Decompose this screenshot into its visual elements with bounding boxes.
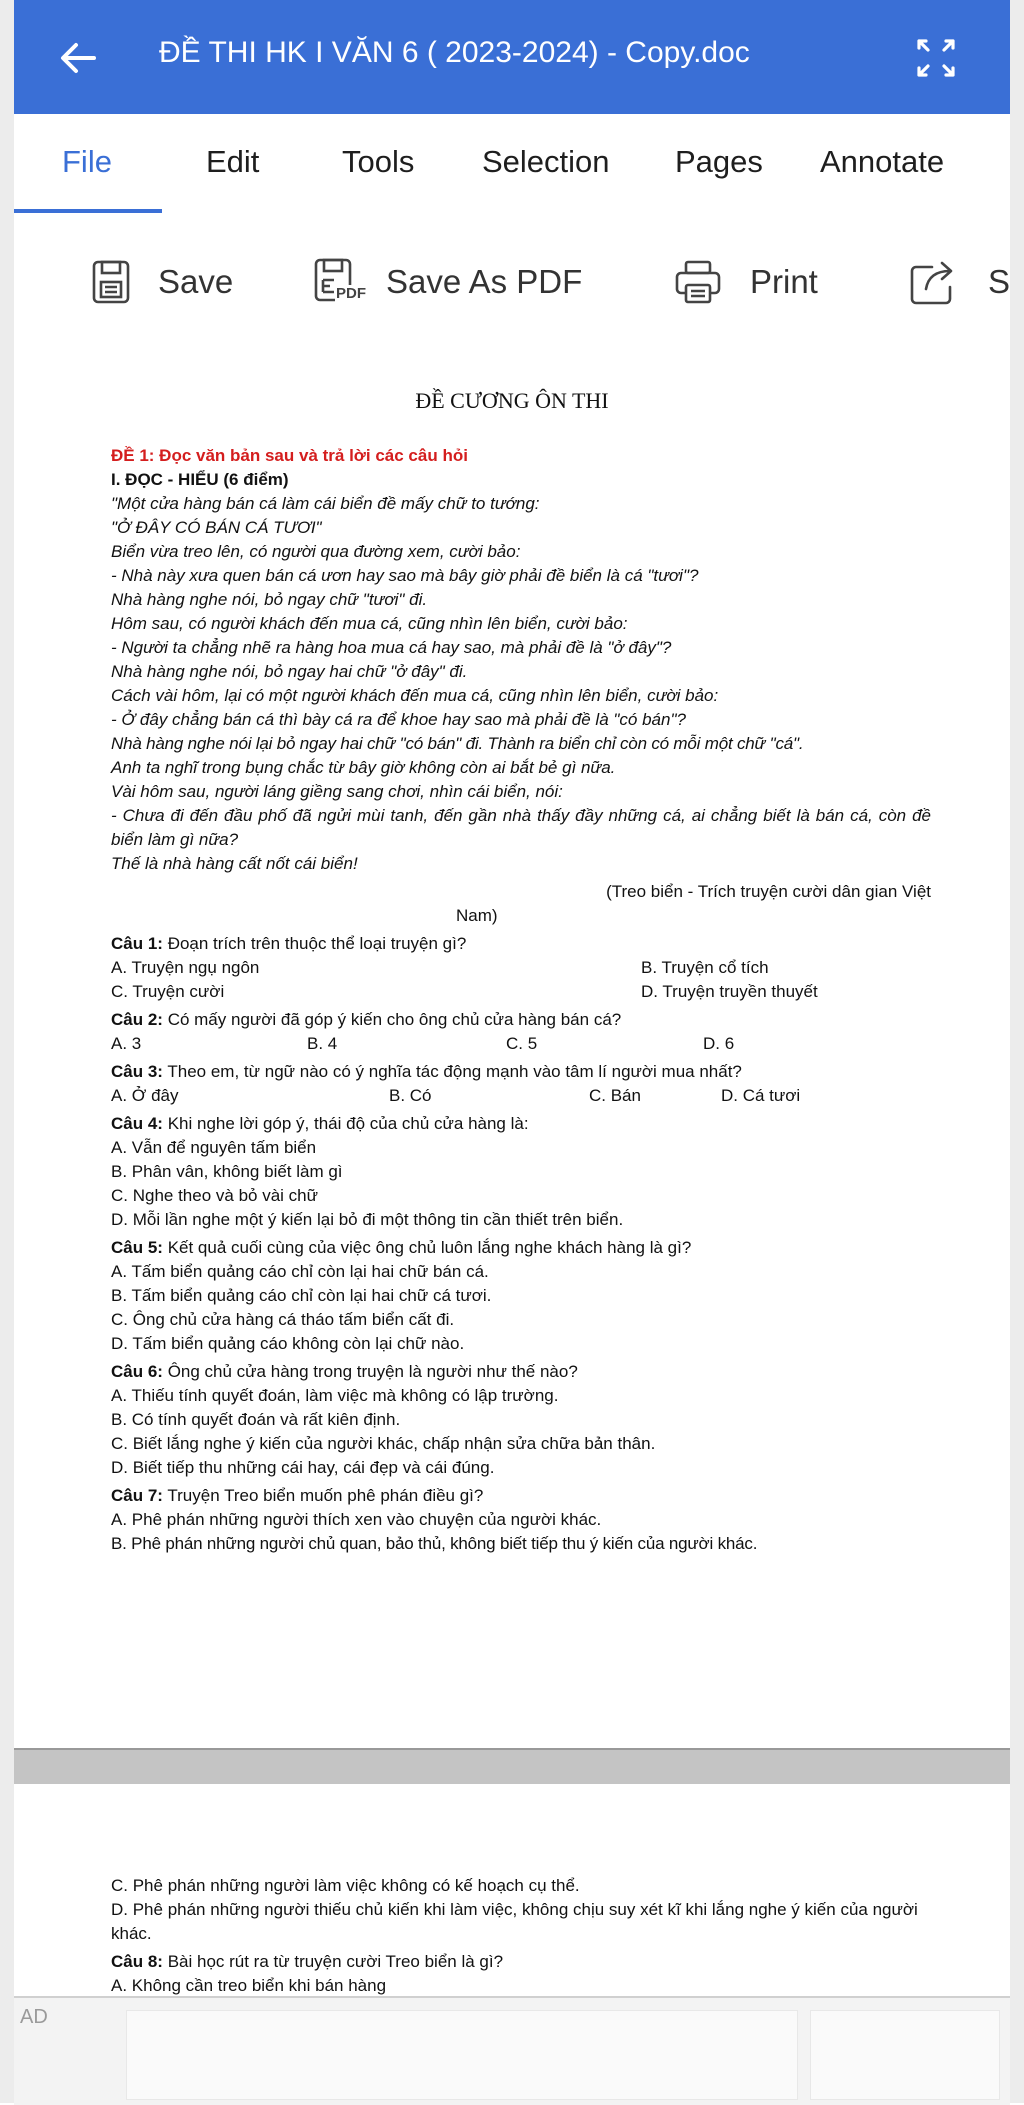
document-title: ĐỀ THI HK I VĂN 6 ( 2023-2024) - Copy.doc <box>159 36 750 69</box>
tab-file[interactable]: File <box>62 144 112 179</box>
answer-option: C. 5 <box>506 1034 538 1053</box>
answer-option: D. Truyện truyền thuyết <box>641 982 818 1001</box>
answer-option: C. Ông chủ cửa hàng cá tháo tấm biển cất đi. <box>111 1310 455 1329</box>
ad-label: AD <box>20 2006 48 2028</box>
story-line: Biển vừa treo lên, có người qua đường xem, cười bảo: <box>111 542 521 561</box>
share-icon <box>908 257 958 307</box>
tab-edit[interactable]: Edit <box>206 144 260 179</box>
question-text: Truyện Treo biển muốn phê phán điều gì? <box>162 1486 484 1505</box>
source-line: (Treo biển - Trích truyện cười dân gian Việt <box>606 882 931 901</box>
section-heading: I. ĐỌC - HIỂU (6 điểm) <box>111 470 289 489</box>
save-as-pdf-label: Save As PDF <box>386 263 583 300</box>
save-pdf-icon <box>314 256 372 308</box>
question-label: Câu 5: <box>111 1238 163 1257</box>
answer-option: B. Phân vân, không biết làm gì <box>111 1162 343 1181</box>
answer-option: A. Truyện ngụ ngôn <box>111 958 260 977</box>
story-text <box>111 492 931 876</box>
answer-option: A. Ở đây <box>111 1086 179 1105</box>
doc-content <box>111 444 931 1556</box>
question-text: Khi nghe lời góp ý, thái độ của chủ cửa hàng là: <box>162 1114 529 1133</box>
question-text: Bài học rút ra từ truyện cười Treo biển là gì? <box>162 1952 504 1971</box>
answer-option: B. 4 <box>307 1034 338 1053</box>
save-as-pdf-button[interactable] <box>314 256 582 308</box>
back-arrow-icon[interactable] <box>54 34 102 82</box>
story-line: "Một cửa hàng bán cá làm cái biển đề mấy chữ to tướng: <box>111 494 540 513</box>
question-6 <box>111 1360 931 1384</box>
question-text: Ông chủ cửa hàng trong truyện là người như thế nào? <box>162 1362 578 1381</box>
answer-option: B. Tấm biển quảng cáo chỉ còn lại hai chữ cá tươi. <box>111 1286 492 1305</box>
answer-option: C. Bán <box>589 1086 641 1105</box>
print-label: Print <box>750 263 818 300</box>
question-5 <box>111 1236 931 1260</box>
question-7 <box>111 1484 931 1508</box>
question-label: Câu 8: <box>111 1952 163 1971</box>
active-tab-indicator <box>14 209 162 213</box>
menu-bar <box>14 114 1010 214</box>
answer-option: D. Biết tiếp thu những cái hay, cái đẹp và cái đúng. <box>111 1458 495 1477</box>
story-line: - Người ta chẳng nhẽ ra hàng hoa mua cá hay sao, mà phải đề là "ở đây"? <box>111 638 672 657</box>
question-text: Có mấy người đã góp ý kiến cho ông chủ cửa hàng bán cá? <box>162 1010 622 1029</box>
story-line: Anh ta nghĩ trong bụng chắc từ bây giờ không còn ai bắt bẻ gì nữa. <box>111 758 616 777</box>
answer-option: B. Có <box>389 1086 432 1105</box>
ad-slot-side[interactable] <box>810 2010 1000 2100</box>
pdf-badge: PDF <box>336 285 366 302</box>
page-separator <box>14 1748 1010 1786</box>
answer-row <box>111 956 931 980</box>
answer-option: D. 6 <box>703 1034 735 1053</box>
question-label: Câu 1: <box>111 934 163 953</box>
question-3 <box>111 1060 931 1084</box>
ad-banner <box>14 1996 1010 2105</box>
tab-pages[interactable]: Pages <box>675 144 763 179</box>
exam-heading: ĐỀ 1: Đọc văn bản sau và trả lời các câu hỏi <box>111 446 468 465</box>
answer-row <box>111 980 931 1004</box>
story-line: "Ở ĐÂY CÓ BÁN CÁ TƯƠI" <box>111 518 322 537</box>
story-line: - Nhà này xưa quen bán cá ươn hay sao mà bây giờ phải đề biển là cá "tươi"? <box>111 566 699 585</box>
question-8 <box>111 1950 931 1974</box>
doc-title: ĐỀ CƯƠNG ÔN THI <box>415 388 609 413</box>
document-page-2 <box>14 1784 1010 1995</box>
ad-slot-main[interactable] <box>126 2010 798 2100</box>
answer-row <box>111 1032 931 1056</box>
answer-option: B. Có tính quyết đoán và rất kiên định. <box>111 1410 401 1429</box>
print-icon <box>674 258 722 306</box>
question-label: Câu 7: <box>111 1486 163 1505</box>
answer-option: A. Vẫn để nguyên tấm biển <box>111 1138 317 1157</box>
question-text: Kết quả cuối cùng của việc ông chủ luôn lắng nghe khách hàng là gì? <box>162 1238 692 1257</box>
answer-row <box>111 1084 931 1108</box>
right-frame <box>1010 0 1024 2103</box>
story-line: Nhà hàng nghe nói lại bỏ ngay hai chữ "có bán" đi. Thành ra biển chỉ còn có mỗi một chữ "cá". <box>111 734 804 753</box>
question-label: Câu 4: <box>111 1114 163 1133</box>
question-1 <box>111 932 931 956</box>
answer-option: A. Tấm biển quảng cáo chỉ còn lại hai chữ bán cá. <box>111 1262 489 1281</box>
answer-option: B. Phê phán những người chủ quan, bảo thủ, không biết tiếp thu ý kiến của người khác. <box>111 1534 758 1553</box>
story-line: - Ở đây chẳng bán cá thì bày cá ra để khoe hay sao mà phải đề là "có bán"? <box>111 710 686 729</box>
tab-annotate[interactable]: Annotate <box>820 144 945 179</box>
answer-option: A. Phê phán những người thích xen vào chuyện của người khác. <box>111 1510 602 1529</box>
story-line: Nhà hàng nghe nói, bỏ ngay chữ "tươi" đi. <box>111 590 428 609</box>
answer-option: D. Cá tươi <box>721 1086 801 1105</box>
question-label: Câu 3: <box>111 1062 163 1081</box>
question-2 <box>111 1008 931 1032</box>
document-page-1 <box>14 344 1010 1746</box>
answer-option: C. Nghe theo và bỏ vài chữ <box>111 1186 318 1205</box>
answer-option: B. Truyện cổ tích <box>641 958 769 977</box>
answer-option: A. Thiếu tính quyết đoán, làm việc mà không có lập trường. <box>111 1386 559 1405</box>
tab-tools[interactable]: Tools <box>342 144 415 179</box>
story-line: Thế là nhà hàng cất nốt cái biển! <box>111 854 358 873</box>
question-text: Đoạn trích trên thuộc thể loại truyện gì? <box>162 934 467 953</box>
clipped-line <box>111 1974 931 1995</box>
answer-option: A. Không cần treo biển khi bán hàng <box>111 1976 387 1995</box>
answer-option: C. Truyện cười <box>111 982 225 1001</box>
question-4 <box>111 1112 931 1136</box>
answer-option: A. 3 <box>111 1034 142 1053</box>
share-button[interactable] <box>908 256 1010 308</box>
answer-option: D. Mỗi lần nghe một ý kiến lại bỏ đi một thông tin cần thiết trên biển. <box>111 1210 624 1229</box>
save-label: Save <box>158 263 234 300</box>
toolbar <box>14 214 1010 344</box>
question-text: Theo em, từ ngữ nào có ý nghĩa tác động mạnh vào tâm lí người mua nhất? <box>162 1062 742 1081</box>
answer-option: C. Biết lắng nghe ý kiến của người khác, chấp nhận sửa chữa bản thân. <box>111 1434 656 1453</box>
print-button[interactable] <box>674 256 818 308</box>
question-label: Câu 2: <box>111 1010 163 1029</box>
save-icon <box>92 258 130 306</box>
answer-option: D. Tấm biển quảng cáo không còn lại chữ nào. <box>111 1334 465 1353</box>
story-line: Nhà hàng nghe nói, bỏ ngay hai chữ "ở đây" đi. <box>111 662 468 681</box>
share-label-partial: S <box>988 263 1011 300</box>
tab-selection[interactable]: Selection <box>482 144 610 179</box>
left-frame <box>0 0 14 2103</box>
save-button[interactable] <box>92 256 233 308</box>
app-bar <box>14 0 1010 114</box>
question-label: Câu 6: <box>111 1362 163 1381</box>
story-line: Vài hôm sau, người láng giềng sang chơi, nhìn cái biển, nói: <box>111 782 563 801</box>
story-line: - Chưa đi đến đầu phố đã ngửi mùi tanh, đến gần nhà thấy đầy những cá, ai chẳng biết là bán cá, còn đề biển làm gì nữa? <box>111 806 931 849</box>
story-line: Hôm sau, có người khách đến mua cá, cũng nhìn lên biển, cười bảo: <box>111 614 628 633</box>
answer-option: C. Phê phán những người làm việc không có kế hoạch cụ thể. <box>111 1876 580 1895</box>
answer-option: D. Phê phán những người thiếu chủ kiến khi làm việc, không chịu suy xét kĩ khi lắng nghe ý kiến của người khác. <box>111 1900 918 1943</box>
story-line: Cách vài hôm, lại có một người khách đến mua cá, cũng nhìn lên biển, cười bảo: <box>111 686 719 705</box>
doc-content-page-2 <box>111 1874 931 1995</box>
expand-icon[interactable] <box>914 36 958 80</box>
source-line: Nam) <box>456 906 498 925</box>
